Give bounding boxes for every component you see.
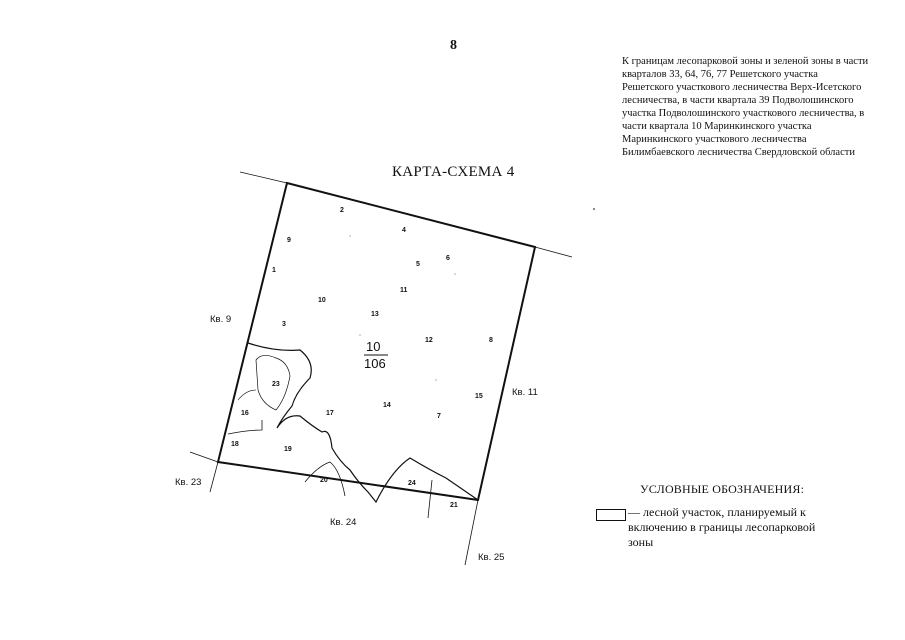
parcel-label-11: 11 bbox=[400, 287, 408, 294]
quarter-number-fraction bbox=[364, 339, 388, 371]
parcel-label-1: 1 bbox=[272, 267, 276, 274]
parcel-label-15: 15 bbox=[475, 393, 483, 400]
parcel-label-16: 16 bbox=[241, 410, 249, 417]
parcel-label-21: 21 bbox=[450, 502, 458, 509]
planned-plot-boundary bbox=[248, 343, 478, 502]
parcel-label-3: 3 bbox=[282, 321, 286, 328]
legend-swatch bbox=[596, 509, 626, 521]
parcel-label-10: 10 bbox=[318, 297, 326, 304]
parcel-label-23: 23 bbox=[272, 381, 280, 388]
neighbor-kv11: Кв. 11 bbox=[512, 387, 538, 398]
neighbor-kv25: Кв. 25 bbox=[478, 552, 505, 563]
header-note: К границам лесопарковой зоны и зеленой зоны в части кварталов 33, 64, 76, 77 Решетского участка Решетского участкового лесничества Верх-Исетского лесничества, в части квартала 39 Подволошинского участка Подволошинского участкового лесничества, в части квартала 10 Маринкинского участка Маринкинского участкового лесничества Билимбаевского лесничества Свердловской области bbox=[622, 56, 869, 158]
parcel-label-20: 20 bbox=[320, 477, 328, 484]
quarter-area: 106 bbox=[364, 356, 386, 371]
parcel-label-13: 13 bbox=[371, 311, 379, 318]
parcel-label-12: 12 bbox=[425, 337, 433, 344]
legend-item-text: — лесной участок, планируемый к включению в границы лесопарковой зоны bbox=[628, 505, 816, 549]
parcel-label-4: 4 bbox=[402, 227, 406, 234]
extension-line-top-left bbox=[240, 172, 287, 183]
quarter-number: 10 bbox=[366, 339, 381, 354]
parcel-label-24: 24 bbox=[408, 480, 416, 487]
parcel-label-2: 2 bbox=[340, 207, 344, 214]
extension-line-left bbox=[190, 452, 218, 462]
neighbor-kv23: Кв. 23 bbox=[175, 477, 202, 488]
map-title: КАРТА-СХЕМА 4 bbox=[392, 164, 515, 180]
parcel-divider-24-21 bbox=[428, 480, 432, 518]
extension-line-bottom-right bbox=[465, 500, 478, 565]
legend-title: УСЛОВНЫЕ ОБОЗНАЧЕНИЯ: bbox=[640, 482, 805, 496]
parcel-divider-16 bbox=[238, 390, 256, 400]
neighbor-kv9: Кв. 9 bbox=[210, 314, 232, 325]
extension-line-bottom-left bbox=[210, 462, 218, 492]
extension-line-top-right bbox=[535, 247, 572, 257]
neighbor-kv24: Кв. 24 bbox=[330, 517, 357, 528]
parcel-divider-18-19 bbox=[228, 420, 262, 434]
parcel-label-6: 6 bbox=[446, 255, 450, 262]
neighbor-quarter-labels bbox=[175, 314, 538, 563]
parcel-label-18: 18 bbox=[231, 441, 239, 448]
parcel-label-19: 19 bbox=[284, 446, 292, 453]
parcel-label-5: 5 bbox=[416, 261, 420, 268]
parcel-label-17: 17 bbox=[326, 410, 334, 417]
parcel-label-7: 7 bbox=[437, 413, 441, 420]
page-number: 8 bbox=[450, 38, 457, 53]
parcel-label-9: 9 bbox=[287, 237, 291, 244]
parcel-label-8: 8 bbox=[489, 337, 493, 344]
parcel-label-14: 14 bbox=[383, 402, 391, 409]
